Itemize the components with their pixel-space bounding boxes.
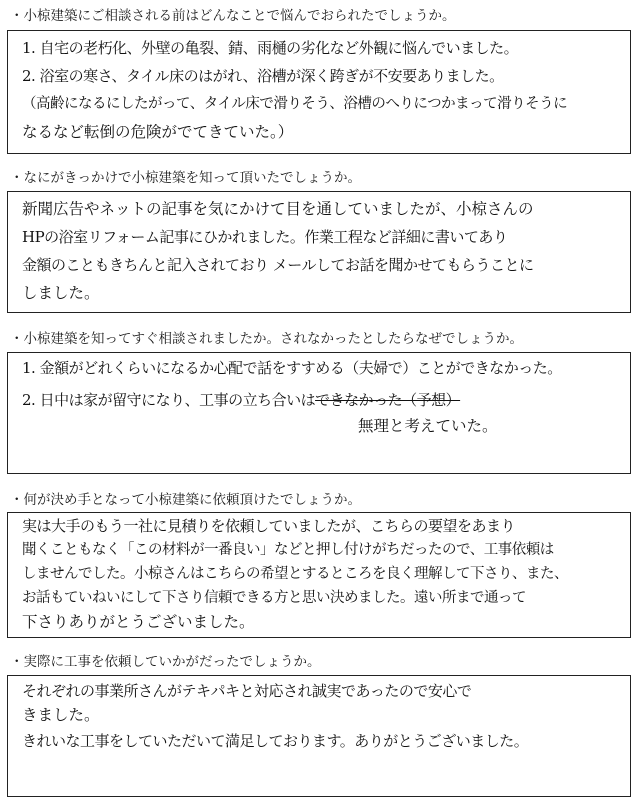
answer-3-struck-text: できなかった（予想） — [315, 391, 461, 409]
answer-4-line-5: 下さりありがとうございました。 — [22, 613, 255, 631]
answer-box-3 — [7, 352, 631, 474]
answer-1-line-1: 1. 自宅の老朽化、外壁の亀裂、錆、雨樋の劣化など外観に悩んでいました。 — [22, 39, 519, 57]
answer-box-5 — [7, 675, 631, 797]
answer-4-line-1: 実は大手のもう一社に見積りを依頼していましたが、こちらの要望をあまり — [22, 517, 516, 535]
answer-3-line-1: 1. 金額がどれくらいになるか心配で話をすすめる（夫婦で）ことができなかった。 — [22, 359, 562, 377]
answer-5-line-1: それぞれの事業所さんがテキパキと対応され誠実であったので安心で — [22, 682, 472, 700]
answer-4-line-4: お話もていねいにして下さり信頼できる方と思い決めました。遠い所まで通って — [22, 590, 526, 606]
question-3: ・小椋建築を知ってすぐ相談されましたか。されなかったとしたらなぜでしょうか。 — [10, 331, 523, 347]
question-2: ・なにがきっかけで小椋建築を知って頂いたでしょうか。 — [10, 170, 361, 186]
answer-5-line-2: きました。 — [22, 706, 100, 724]
question-5: ・実際に工事を依頼していかがだったでしょうか。 — [10, 654, 321, 670]
answer-2-line-1: 新聞広告やネットの記事を気にかけて目を通していましたが、小椋さんの — [22, 200, 534, 218]
answer-box-2 — [7, 191, 631, 313]
answer-box-1 — [7, 30, 631, 154]
answer-1-line-4: なるなど転倒の危険がでてきていた。） — [22, 123, 294, 141]
answer-1-line-3: （高齢になるにしたがって、タイル床で滑りそう、浴槽のへりにつかまって滑りそうに — [22, 96, 568, 112]
answer-2-line-2: HPの浴室リフォーム記事にひかれました。作業工程など詳細に書いてあり — [22, 228, 508, 246]
answer-box-4 — [7, 512, 631, 638]
question-1: ・小椋建築にご相談される前はどんなことで悩んでおられたでしょうか。 — [10, 8, 456, 24]
answer-2-line-4: しました。 — [22, 284, 100, 302]
answer-3-line-3: 無理と考えていた。 — [358, 417, 498, 435]
answer-3-line-2-text: 2. 日中は家が留守になり、工事の立ち合いは — [22, 391, 316, 409]
answer-1-line-2: 2. 浴室の寒さ、タイル床のはがれ、浴槽が深く跨ぎが不安要ありました。 — [22, 67, 504, 85]
answer-3-line-2 — [22, 389, 460, 411]
answer-5-line-3: きれいな工事をしていただいて満足しております。ありがとうございました。 — [22, 732, 529, 750]
answer-4-line-3: しませんでした。小椋さんはこちらの希望とするところを良く理解して下さり、また、 — [22, 566, 568, 582]
answer-4-line-2: 聞くこともなく「この材料が一番良い」などと押し付けがちだったので、工事依頼は — [22, 542, 554, 558]
question-4: ・何が決め手となって小椋建築に依頼頂けたでしょうか。 — [10, 492, 361, 508]
answer-2-line-3: 金額のこともきちんと記入されており メールしてお話を聞かせてもらうことに — [22, 256, 534, 274]
